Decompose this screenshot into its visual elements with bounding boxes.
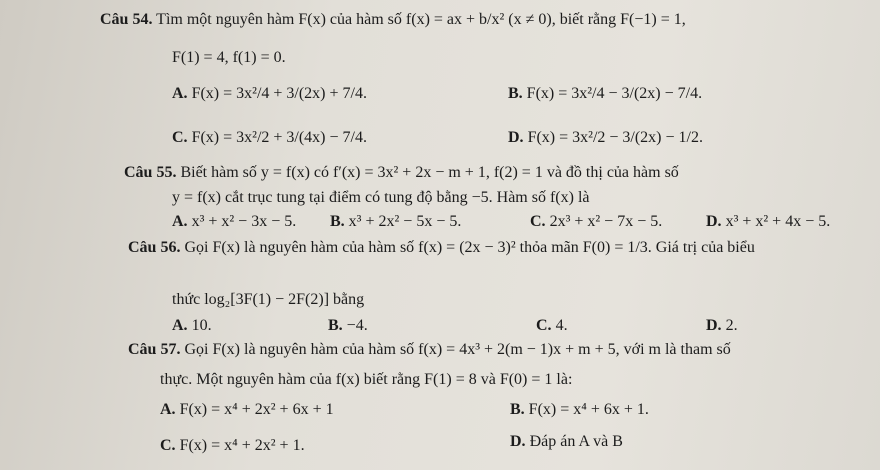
q54-option-a-text: F(x) = 3x²/4 + 3/(2x) + 7/4. bbox=[191, 85, 367, 102]
q56-option-d bbox=[706, 316, 738, 336]
q57-stem-text: Gọi F(x) là nguyên hàm của hàm số f(x) = 4x³ + 2(m − 1)x + m + 5, với m là tham số bbox=[184, 341, 731, 358]
q55-stem-text: Biết hàm số y = f(x) có f′(x) = 3x² + 2x − m + 1, f(2) = 1 và đồ thị của hàm số bbox=[180, 164, 679, 181]
q57-option-a-text: F(x) = x⁴ + 2x² + 6x + 1 bbox=[179, 401, 334, 418]
q55-stem bbox=[124, 163, 679, 183]
q56-option-c bbox=[536, 316, 568, 336]
option-letter: A. bbox=[172, 317, 188, 334]
q56-stem bbox=[128, 238, 755, 258]
q54-label: Câu 54. bbox=[100, 11, 153, 28]
q56-option-b-text: −4. bbox=[346, 317, 368, 334]
q56-option-a-text: 10. bbox=[191, 317, 212, 334]
q56-option-c-text: 4. bbox=[555, 317, 568, 334]
option-letter: C. bbox=[172, 129, 188, 146]
option-letter: D. bbox=[706, 213, 722, 230]
option-letter: D. bbox=[510, 433, 526, 450]
q55-option-c-text: 2x³ + x² − 7x − 5. bbox=[549, 213, 663, 230]
q56-stem-text: Gọi F(x) là nguyên hàm của hàm số f(x) = (2x − 3)² thỏa mãn F(0) = 1/3. Giá trị của biểu bbox=[184, 239, 755, 256]
q55-option-d bbox=[706, 212, 830, 232]
option-letter: D. bbox=[706, 317, 722, 334]
q55-option-c bbox=[530, 212, 662, 232]
q55-option-b-text: x³ + 2x² − 5x − 5. bbox=[348, 213, 462, 230]
q54-stem-text: Tìm một nguyên hàm F(x) của hàm số f(x) = ax + b/x² (x ≠ 0), biết rằng F(−1) = 1, bbox=[156, 11, 686, 28]
q56-stem-2: thức log₂[3F(1) − 2F(2)] bằng bbox=[172, 291, 365, 308]
q57-stem-2: thực. Một nguyên hàm của f(x) biết rằng F(1) = 8 và F(0) = 1 là: bbox=[160, 371, 573, 388]
q57-option-d-text: Đáp án A và B bbox=[529, 433, 623, 450]
option-letter: A. bbox=[172, 85, 188, 102]
q55-label: Câu 55. bbox=[124, 164, 177, 181]
option-letter: C. bbox=[536, 317, 552, 334]
q56-option-a bbox=[172, 316, 212, 336]
q56-option-d-text: 2. bbox=[725, 317, 738, 334]
option-letter: B. bbox=[328, 317, 343, 334]
option-letter: B. bbox=[510, 401, 525, 418]
q57-label: Câu 57. bbox=[128, 341, 181, 358]
q55-stem-2: y = f(x) cắt trục tung tại điểm có tung độ bằng −5. Hàm số f(x) là bbox=[172, 189, 590, 206]
option-letter: D. bbox=[508, 129, 524, 146]
q54-option-d-text: F(x) = 3x²/2 − 3/(2x) − 1/2. bbox=[527, 129, 703, 146]
q57-stem bbox=[128, 340, 731, 360]
q54-option-b bbox=[508, 84, 702, 104]
q57-option-c bbox=[160, 436, 305, 456]
q57-option-d bbox=[510, 432, 623, 452]
q54-option-b-text: F(x) = 3x²/4 − 3/(2x) − 7/4. bbox=[526, 85, 703, 102]
q55-option-d-text: x³ + x² + 4x − 5. bbox=[725, 213, 831, 230]
option-letter: A. bbox=[172, 213, 188, 230]
q55-option-b bbox=[330, 212, 461, 232]
option-letter: B. bbox=[508, 85, 523, 102]
q56-label: Câu 56. bbox=[128, 239, 181, 256]
q56-option-b bbox=[328, 316, 368, 336]
option-letter: C. bbox=[160, 437, 176, 454]
q54-condition: F(1) = 4, f(1) = 0. bbox=[172, 49, 286, 66]
q55-option-a bbox=[172, 212, 296, 232]
q54-option-c bbox=[172, 128, 367, 148]
q54-option-a bbox=[172, 84, 367, 104]
q57-option-b bbox=[510, 400, 649, 420]
q57-option-a bbox=[160, 400, 334, 420]
q57-option-b-text: F(x) = x⁴ + 6x + 1. bbox=[528, 401, 649, 418]
q55-option-a-text: x³ + x² − 3x − 5. bbox=[191, 213, 297, 230]
q54-option-c-text: F(x) = 3x²/2 + 3/(4x) − 7/4. bbox=[191, 129, 367, 146]
option-letter: B. bbox=[330, 213, 345, 230]
q54-option-d bbox=[508, 128, 703, 148]
option-letter: A. bbox=[160, 401, 176, 418]
q54-stem bbox=[100, 10, 686, 30]
option-letter: C. bbox=[530, 213, 546, 230]
q57-option-c-text: F(x) = x⁴ + 2x² + 1. bbox=[179, 437, 305, 454]
